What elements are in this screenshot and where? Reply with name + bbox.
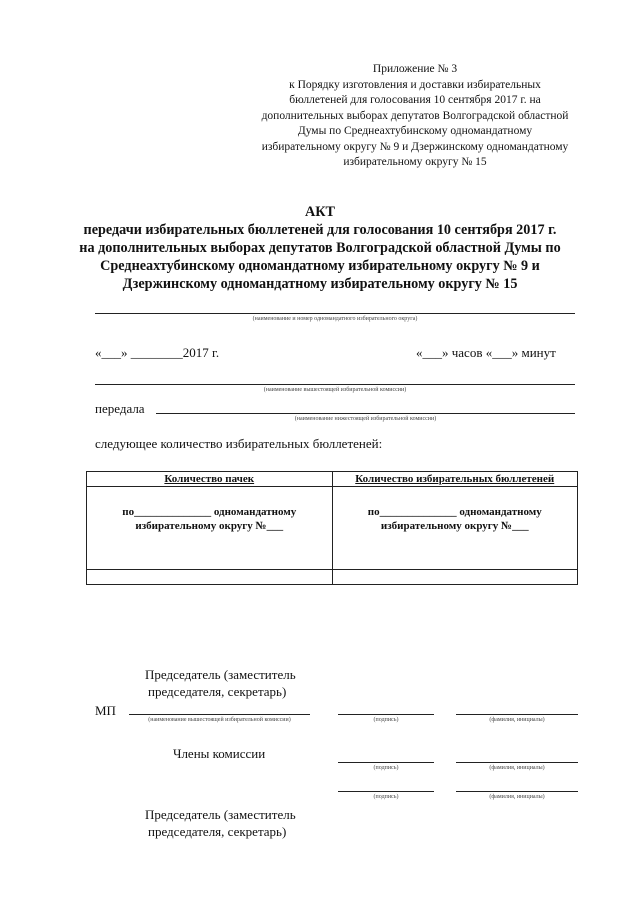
district-field[interactable]: [95, 313, 575, 314]
ballots-district-number: избирательному округу №___: [380, 520, 529, 532]
date-field[interactable]: «___» ________2017 г.: [95, 345, 220, 360]
district-hint: (наименование и номер одномандатного избирательного округа): [252, 316, 418, 322]
higher-commission-sign-field[interactable]: [129, 714, 310, 715]
name-hint-1: (фамилия, инициалы): [489, 717, 545, 723]
appendix-line: дополнительных выборах депутатов Волгоградской областной: [261, 109, 569, 122]
higher-commission-field[interactable]: [95, 384, 575, 385]
name-field-1[interactable]: [456, 714, 578, 715]
lower-commission-hint: (наименование нижестоящей избирательной комиссии): [294, 416, 437, 422]
appendix-line: избирательному округу № 15: [343, 156, 487, 168]
packs-total-cell[interactable]: [87, 570, 333, 585]
col-ballots-header: Количество избирательных бюллетеней: [355, 473, 555, 485]
appendix-line: бюллетеней для голосования 10 сентября 2017 г. на: [289, 94, 541, 106]
ballots-total-cell[interactable]: [332, 570, 578, 585]
signature-hint-2: (подпись): [373, 765, 399, 771]
appendix-line: Приложение № 3: [372, 63, 458, 75]
col-packs-header: Количество пачек: [164, 473, 255, 485]
appendix-line: избирательному округу № 9 и Дзержинскому одномандатному: [261, 140, 569, 153]
higher-commission-hint: (наименование вышестоящей избирательной комиссии): [263, 387, 407, 393]
table-row: [87, 487, 578, 570]
act-subtitle-line: на дополнительных выборах депутатов Волгоградской областной Думы по: [79, 240, 561, 256]
appendix-line: к Порядку изготовления и доставки избирательных: [289, 78, 541, 91]
appendix-block: [250, 62, 580, 171]
higher-commission-sign-hint: (наименование вышестоящей избирательной комиссии): [148, 717, 291, 723]
lower-commission-field[interactable]: [156, 413, 575, 414]
packs-district-line: по______________ одномандатному: [122, 506, 297, 518]
act-subtitle-line: передачи избирательных бюллетеней для голосования 10 сентября 2017 г.: [83, 222, 557, 238]
act-title: АКТ: [305, 204, 335, 220]
act-subtitle-line: Дзержинскому одномандатному избирательному округу № 15: [122, 276, 518, 292]
chairman2-label-line1: Председатель (заместитель: [145, 807, 296, 822]
act-subtitle-line: Среднеахтубинскому одномандатному избирательному округу № 9 и: [100, 258, 540, 274]
name-hint-2: (фамилия, инициалы): [489, 765, 545, 771]
ballots-cell[interactable]: [332, 487, 578, 570]
packs-district-number: избирательному округу №___: [135, 520, 284, 532]
signature-field-2[interactable]: [338, 762, 434, 763]
stamp-label: МП: [95, 703, 116, 718]
signature-field-1[interactable]: [338, 714, 434, 715]
name-hint-3: (фамилия, инициалы): [489, 794, 545, 800]
signature-hint-3: (подпись): [373, 794, 399, 800]
chairman-label-line2: председателя, секретарь): [148, 684, 287, 699]
time-field[interactable]: «___» часов «___» минут: [416, 345, 556, 360]
packs-cell[interactable]: [87, 487, 333, 570]
signature-field-3[interactable]: [338, 791, 434, 792]
members-label: Члены комиссии: [173, 746, 266, 761]
table-header-row: [87, 472, 578, 487]
chairman-label-line1: Председатель (заместитель: [145, 667, 296, 682]
act-title-block: [40, 203, 600, 293]
chairman2-label-line2: председателя, секретарь): [148, 824, 287, 839]
name-field-3[interactable]: [456, 791, 578, 792]
name-field-2[interactable]: [456, 762, 578, 763]
signature-hint-1: (подпись): [373, 717, 399, 723]
table-header-cell: [87, 472, 333, 487]
ballots-table: [86, 471, 578, 585]
table-header-cell: [332, 472, 578, 487]
ballots-district-line: по______________ одномандатному: [367, 506, 542, 518]
table-row: [87, 570, 578, 585]
transfer-label: передала: [95, 401, 145, 416]
following-text: следующее количество избирательных бюллетеней:: [95, 436, 383, 451]
appendix-line: Думы по Среднеахтубинскому одномандатному: [297, 125, 533, 137]
